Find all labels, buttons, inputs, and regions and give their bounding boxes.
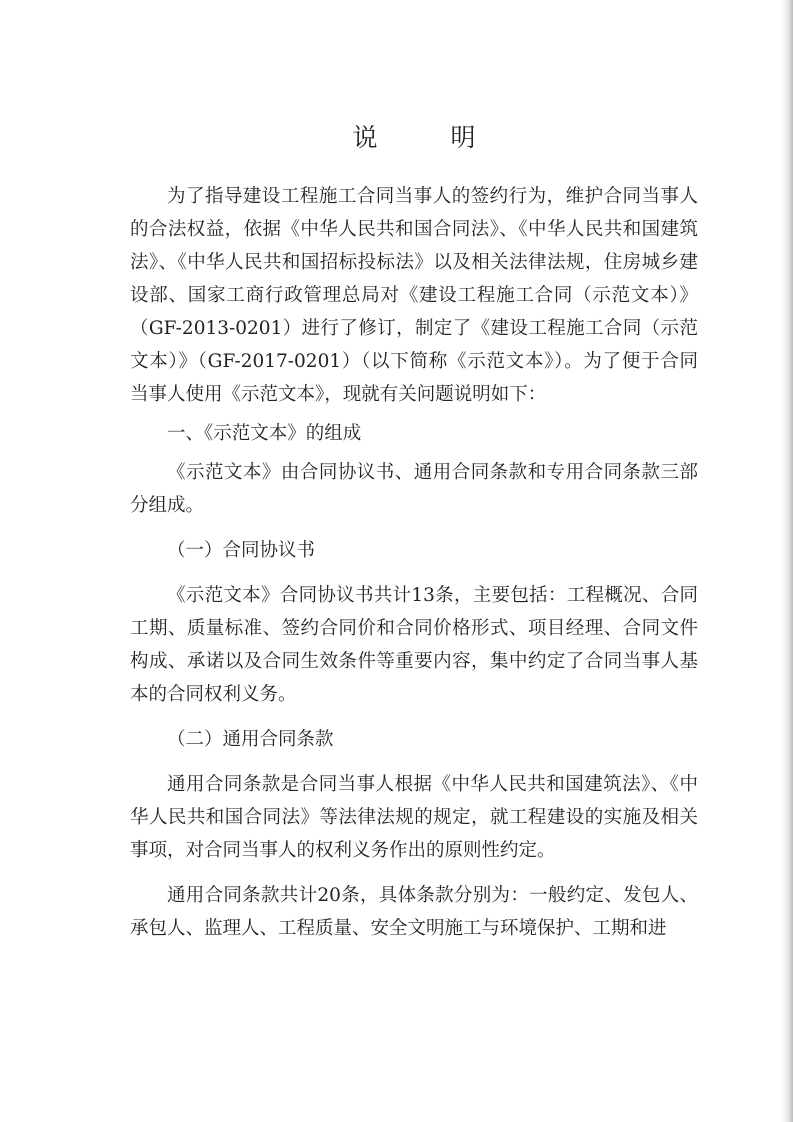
agreement-paragraph: 《示范文本》合同协议书共计13条，主要包括：工程概况、合同工期、质量标准、签约合同价和合同价格形式、项目经理、合同文件构成、承诺以及合同生效条件等重要内容，集中约定了合同当事人基本的合同权利义务。: [130, 585, 698, 705]
section-heading-composition: 一、《示范文本》的组成: [167, 423, 362, 444]
document-page: [130, 118, 698, 945]
composition-paragraph: 《示范文本》由合同协议书、通用合同条款和专用合同条款三部分组成。: [130, 462, 698, 516]
general-terms-list-paragraph: 通用合同条款共计20条，具体条款分别为：一般约定、发包人、承包人、监理人、工程质量、安全文明施工与环境保护、工期和进: [130, 885, 698, 939]
subsection-heading-general-terms: （二）通用合同条款: [167, 729, 334, 750]
document-title: 说 明: [352, 123, 500, 152]
scan-shadow-edge: [781, 0, 793, 1122]
general-terms-paragraph: 通用合同条款是合同当事人根据《中华人民共和国建筑法》、《中华人民共和国合同法》等法律法规的规定，就工程建设的实施及相关事项，对合同当事人的权利义务作出的原则性约定。: [130, 774, 698, 861]
intro-paragraph: 为了指导建设工程施工合同当事人的签约行为，维护合同当事人的合法权益，依据《中华人民共和国合同法》、《中华人民共和国建筑法》、《中华人民共和国招标投标法》以及相关法律法规，住房城乡建设部、国家工商行政管理总局对《建设工程施工合同（示范文本）》（GF-2013-0201）进行了修订，制定了《建设工程施工合同（示范文本）》（GF-2017-0201）（以下简称《示范文本》）。为了便于合同当事人使用《示范文本》，现就有关问题说明如下：: [130, 186, 698, 405]
subsection-heading-agreement: （一）合同协议书: [167, 540, 316, 561]
